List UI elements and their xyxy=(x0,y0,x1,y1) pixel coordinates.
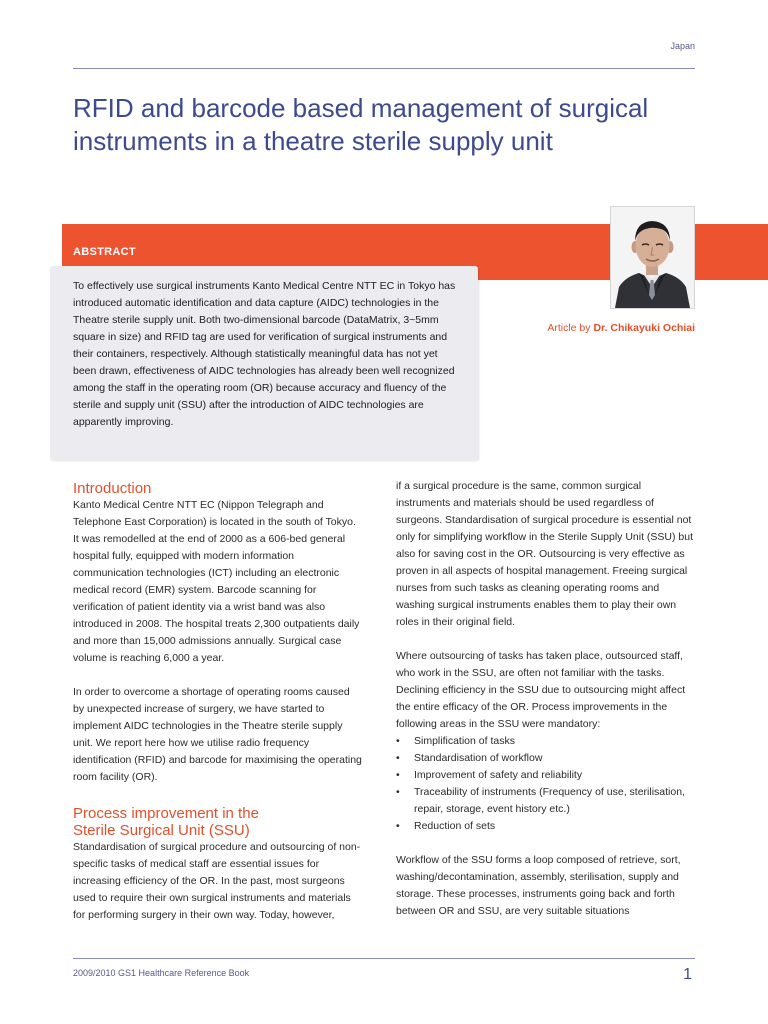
byline-prefix: Article by xyxy=(547,322,594,334)
header-rule xyxy=(73,68,695,69)
page-number: 1 xyxy=(683,966,692,983)
process-heading-line2: Sterile Surgical Unit (SSU) xyxy=(73,822,250,839)
process-heading xyxy=(73,805,363,839)
left-column xyxy=(73,478,363,924)
footer-rule xyxy=(73,958,695,959)
right-paragraph-2: Where outsourcing of tasks has taken place, outsourced staff, who work in the SSU, are often not familiar with the tasks. Declining efficiency in the SSU due to outsourcing might affect the entire efficacy of the OR. Process improvements in the following areas in the SSU were mandatory: xyxy=(396,650,686,730)
right-paragraph-1: if a surgical procedure is the same, common surgical instruments and materials should be used regardless of surgeons. Standardisation of surgical procedure is essential not only for simplifying workflow in the Sterile Supply Unit (SSU) but also for saving cost in the OR. Outsourcing is very effective as proven in all aspects of hospital management. Freeing surgical nurses from such tasks as cleaning operating rooms and washing surgical instruments enables them to play their own roles in their original field. xyxy=(396,480,694,628)
footer-book-title: 2009/2010 GS1 Healthcare Reference Book xyxy=(73,968,250,978)
paragraph-gap xyxy=(396,835,696,852)
list-item: • Traceability of instruments (Frequency of use, sterilisation, repair, storage, event history etc.) xyxy=(396,784,696,818)
paragraph-gap xyxy=(396,631,696,648)
process-paragraph-1: Standardisation of surgical procedure and outsourcing of non-specific tasks of medical staff are essential issues for increasing efficiency of the OR. In the past, most surgeons used to require their own surgical instruments and materials for performing surgery in their own way. Today, however, xyxy=(73,841,361,921)
paragraph-gap xyxy=(73,667,363,684)
list-item: • Reduction of sets xyxy=(396,818,696,835)
right-paragraph-3: Workflow of the SSU forms a loop composed of retrieve, sort, washing/decontamination, assembly, sterilisation, supply and storage. These processes, instruments going back and forth between OR and SSU, are very suitable situations xyxy=(396,854,681,917)
author-photo xyxy=(610,206,695,309)
intro-heading: Introduction xyxy=(73,480,152,497)
article-title: RFID and barcode based management of surgical instruments in a theatre sterile supply unit xyxy=(73,93,649,156)
process-heading-line1: Process improvement in the xyxy=(73,805,259,822)
list-item: • Simplification of tasks xyxy=(396,733,696,750)
header-country: Japan xyxy=(670,41,695,51)
improvement-list xyxy=(396,733,696,835)
list-item: • Improvement of safety and reliability xyxy=(396,767,696,784)
intro-paragraph-1: Kanto Medical Centre NTT EC (Nippon Telegraph and Telephone East Corporation) is located in the south of Tokyo. It was remodelled at the end of 2000 as a 606-bed general hospital fully, equipped with modern information communication technologies (ICT) including an electronic medical record (EMR) system. Barcode scanning for verification of patient identity via a wrist band was also introduced in 2008. The hospital treats 2,300 outpatients daily and more than 15,000 admissions annually. Surgical case volume is reaching 6,000 a year. xyxy=(73,499,360,664)
byline xyxy=(547,322,695,334)
intro-paragraph-2: In order to overcome a shortage of operating rooms caused by unexpected increase of surgery, we have started to implement AIDC technologies in the Theatre sterile supply unit. We report here how we utilise radio frequency identification (RFID) and barcode for maximising the operating room facility (OR). xyxy=(73,686,362,783)
abstract-text: To effectively use surgical instruments Kanto Medical Centre NTT EC in Tokyo has introduced automatic identification and data capture (AIDC) technologies in the Theatre sterile supply unit. Both two-dimensional barcode (DataMatrix, 3~5mm square in size) and RFID tag are used for verification of surgical instruments and their containers, respectively. Although statistically meaningful data has not yet been drawn, effectiveness of AIDC technologies has already been well recognized among the staff in the operating room (OR) because accuracy and fluency of the sterile and supply unit (SSU) after the introduction of AIDC technologies are apparently improving. xyxy=(73,280,456,428)
list-item: • Standardisation of workflow xyxy=(396,750,696,767)
right-column xyxy=(396,478,696,920)
byline-author: Dr. Chikayuki Ochiai xyxy=(593,322,695,334)
abstract-label: ABSTRACT xyxy=(73,246,136,258)
paragraph-gap xyxy=(73,786,363,803)
author-portrait-image xyxy=(611,207,694,308)
